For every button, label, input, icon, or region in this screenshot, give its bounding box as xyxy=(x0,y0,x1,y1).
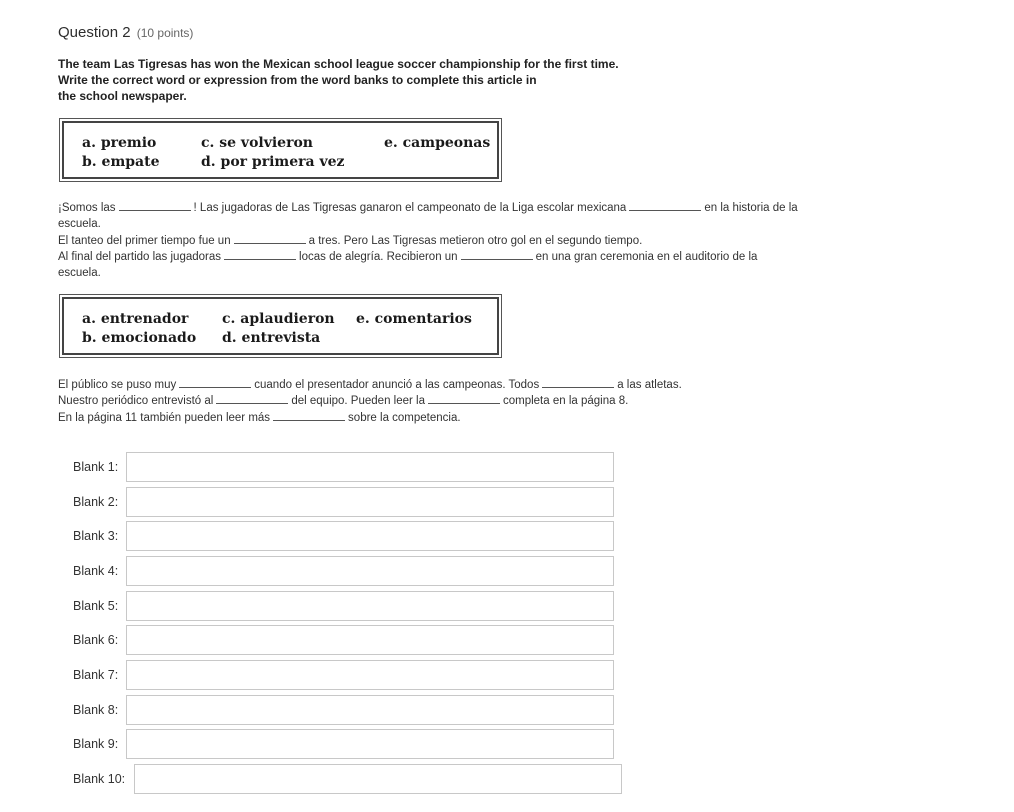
instruction-line: The team Las Tigresas has won the Mexican school league soccer championship for the first time. xyxy=(58,57,619,71)
word-bank-item: e. campeonas xyxy=(384,135,491,151)
answer-label: Blank 1: xyxy=(73,460,119,474)
blank-marker-1 xyxy=(119,200,191,211)
word-bank-item: e. comentarios xyxy=(356,311,472,327)
answer-row xyxy=(73,660,633,690)
passage-text: escuela. xyxy=(58,218,101,231)
answer-row xyxy=(73,452,633,482)
passage-text: sobre la competencia. xyxy=(348,411,461,424)
blank-marker-9 xyxy=(428,393,500,404)
word-bank-item: b. empate xyxy=(82,154,160,170)
passage-text: en una gran ceremonia en el auditorio de la xyxy=(535,250,758,263)
passage-text: a tres. Pero Las Tigresas metieron otro gol en el segundo tiempo. xyxy=(308,234,643,247)
blank-marker-2 xyxy=(629,200,701,211)
word-bank-1 xyxy=(59,118,502,182)
word-bank-item: a. entrenador xyxy=(82,311,189,327)
instructions xyxy=(58,56,678,104)
answer-row xyxy=(73,695,633,725)
blank-1-input[interactable] xyxy=(126,452,614,482)
question-points: (10 points) xyxy=(136,26,194,40)
passage-text: cuando el presentador anunció a las campeonas. Todos xyxy=(254,379,540,391)
blank-8-input[interactable] xyxy=(126,695,614,725)
passage-text: El tanteo del primer tiempo fue un xyxy=(58,234,231,247)
answer-row xyxy=(73,729,633,759)
blank-marker-8 xyxy=(216,393,288,404)
word-bank-item: b. emocionado xyxy=(82,330,197,346)
word-bank-item: d. entrevista xyxy=(222,330,321,346)
passage-text: ! Las jugadoras de Las Tigresas ganaron el campeonato de la Liga escolar mexicana xyxy=(193,202,627,214)
blank-2-input[interactable] xyxy=(126,487,614,517)
word-bank-item: c. aplaudieron xyxy=(222,311,335,327)
answer-label: Blank 9: xyxy=(73,737,119,751)
word-bank-item: c. se volvieron xyxy=(201,135,313,151)
answer-label: Blank 8: xyxy=(73,703,119,717)
blank-9-input[interactable] xyxy=(126,729,614,759)
passage-text: completa en la página 8. xyxy=(502,395,629,408)
blank-marker-3 xyxy=(234,233,306,244)
blank-marker-10 xyxy=(273,410,345,421)
word-bank-item: d. por primera vez xyxy=(201,154,345,170)
blank-marker-6 xyxy=(179,377,251,388)
passage-text: Al final del partido las jugadoras xyxy=(58,250,222,263)
answer-row xyxy=(73,764,633,794)
answer-label: Blank 3: xyxy=(73,529,119,543)
blank-7-input[interactable] xyxy=(126,660,614,690)
passage-text: El público se puso muy xyxy=(58,379,177,391)
answer-label: Blank 6: xyxy=(73,633,119,647)
answer-row xyxy=(73,625,633,655)
answer-row xyxy=(73,521,633,551)
blank-10-input[interactable] xyxy=(134,764,622,794)
answer-label: Blank 10: xyxy=(73,772,126,786)
passage-text: En la página 11 también pueden leer más xyxy=(58,411,271,424)
answer-label: Blank 7: xyxy=(73,668,119,682)
passage-text: Nuestro periódico entrevistó al xyxy=(58,395,214,408)
answer-row xyxy=(73,487,633,517)
passage-text: del equipo. Pueden leer la xyxy=(291,395,425,408)
passage-text: escuela. xyxy=(58,267,101,280)
word-bank-2 xyxy=(59,294,502,358)
blank-5-input[interactable] xyxy=(126,591,614,621)
passage-text: ¡Somos las xyxy=(58,202,116,214)
passage-text: locas de alegría. Recibieron un xyxy=(299,250,458,263)
passage-2 xyxy=(58,377,682,426)
word-bank-item: a. premio xyxy=(82,135,157,151)
passage-text: a las atletas. xyxy=(617,379,682,391)
blank-marker-4 xyxy=(224,249,296,260)
blank-4-input[interactable] xyxy=(126,556,614,586)
passage-text: en la historia de la xyxy=(704,202,798,214)
answer-row xyxy=(73,591,633,621)
instruction-line: the school newspaper. xyxy=(58,89,187,103)
blank-marker-7 xyxy=(542,377,614,388)
question-title: Question 2 xyxy=(58,24,131,41)
blank-marker-5 xyxy=(461,249,533,260)
instruction-line: Write the correct word or expression from the word banks to complete this article in xyxy=(58,73,537,87)
answer-row xyxy=(73,556,633,586)
passage-1 xyxy=(58,200,798,281)
answer-label: Blank 2: xyxy=(73,495,119,509)
blank-6-input[interactable] xyxy=(126,625,614,655)
answer-label: Blank 5: xyxy=(73,599,119,613)
blank-3-input[interactable] xyxy=(126,521,614,551)
answer-label: Blank 4: xyxy=(73,564,119,578)
question-header xyxy=(58,24,193,41)
